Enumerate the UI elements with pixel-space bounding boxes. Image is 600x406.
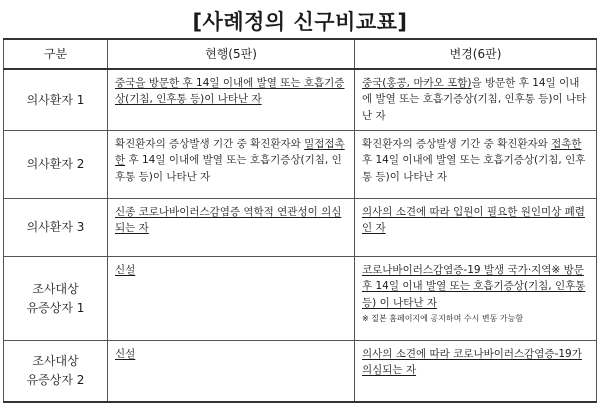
row-category [4, 341, 108, 403]
comparison-table [3, 38, 597, 403]
row-revised [355, 257, 597, 341]
row-revised [355, 199, 597, 257]
row-category [4, 257, 108, 341]
current-text: 신설 [115, 264, 136, 276]
row-current [108, 257, 355, 341]
header-current: 현행(5판) [108, 39, 355, 69]
table-row [4, 131, 597, 199]
revised-underlined: 접촉한 [551, 138, 582, 150]
category-line-2: 유증상자 1 [26, 300, 85, 315]
row-current [108, 131, 355, 199]
row-category: 의사환자 2 [4, 131, 108, 199]
revised-text: 코로나바이러스감염증-19 발생 국가·지역※ 방문 후 14일 이내 발열 또는 호흡기증상(기침, 인후통 등) 이 나타난 자 [362, 264, 586, 309]
revised-text: 의사의 소견에 따라 코로나바이러스감염증-19가 의심되는 자 [362, 348, 582, 377]
row-category: 의사환자 3 [4, 199, 108, 257]
row-category: 의사환자 1 [4, 69, 108, 131]
revised-footnote: ※ 질본 홈페이지에 공지하며 수시 변동 가능함 [362, 313, 524, 323]
header-category: 구분 [4, 39, 108, 69]
revised-text-post: 후 14일 이내에 발열 또는 호흡기증상(기침, 인후통 등)이 나타난 자 [362, 154, 586, 183]
category-line-2: 유증상자 2 [26, 373, 85, 387]
row-current [108, 69, 355, 131]
header-revised: 변경(6판) [355, 39, 597, 69]
revised-text: 의사의 소견에 따라 입원이 필요한 원인미상 폐렴인 자 [362, 206, 585, 235]
current-text: 신종 코로나바이러스감염증 역학적 연관성이 의심되는 자 [115, 206, 342, 235]
row-current [108, 199, 355, 257]
revised-underlined: 중국(홍콩, 마카오 포함) [362, 77, 472, 89]
row-revised [355, 69, 597, 131]
category-line-1: 조사대상 [32, 354, 79, 369]
table-row [4, 341, 597, 403]
table-header-row [4, 39, 597, 69]
row-current [108, 341, 355, 403]
revised-text: 을 방문한 후 14일 이내에 발열 또는 호흡기증상(기침, 인후통 등)이 나타난 자 [362, 77, 587, 122]
table-row [4, 199, 597, 257]
row-revised [355, 341, 597, 403]
document-title: [사례정의 신구비교표] [192, 10, 408, 34]
revised-text-pre: 확진환자의 증상발생 기간 중 확진환자와 [362, 138, 552, 150]
current-text-pre: 확진환자의 증상발생 기간 중 확진환자와 [115, 138, 305, 150]
current-underlined: 밀접접촉한 [115, 138, 345, 167]
current-text: 중국을 방문한 후 14일 이내에 발열 또는 호흡기증상(기침, 인후통 등)이 나타난 자 [115, 77, 345, 106]
current-text-post: 후 14일 이내에 발열 또는 호흡기증상(기침, 인후통 등)이 나타난 자 [115, 154, 342, 183]
current-text: 신설 [115, 348, 136, 360]
category-line-1: 조사대상 [32, 281, 79, 296]
table-row [4, 257, 597, 341]
table-row [4, 69, 597, 131]
row-revised [355, 131, 597, 199]
